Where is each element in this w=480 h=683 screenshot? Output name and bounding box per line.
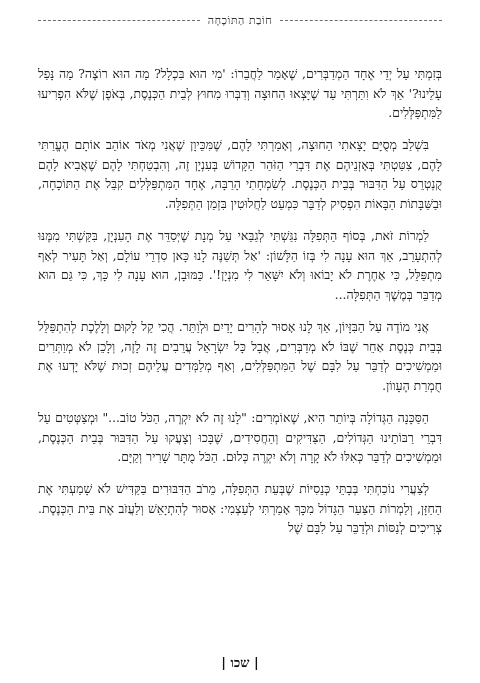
paragraph: הַסַּכָּנָה הַגְּדוֹלָה בְּיוֹתֵר הִיא, שֶׁאוֹמְרִים: "לָנוּ זֶה לֹא יִקְרֶה, הַכֹּל טוֹב..." וּמְצַטְּטִים עַל דִּבְרֵי רַבּוֹתֵינוּ הַגְּדוֹלִים, הַצַּדִּיקִים וְהַחֲסִידִים, שֶׁבָּכוּ וְצָעֲקוּ עַל הַדִּבּוּר בְּבֵית הַכְּנֶסֶת, וּמַמְשִׁיכִים לְדַבֵּר כְּאִלּוּ לֹא קָרָה וְלֹא יִקְרֶה כְּלוּם. הַכֹּל מֻתָּר שָׁרִיר וְקַיָּם.: [38, 409, 442, 465]
page-number: | שכו |: [221, 656, 259, 671]
paragraph: לַמְרוֹת זֹאת, בְּסוֹף הַתְּפִלָּה נִגַּשְׁתִּי לְגַבַּאי עַל מְנָת שֶׁיְּסַדֵּר אֶת הָעִנְיָן, בִּקַּשְׁתִּי מִמֶּנּוּ לְהִתְעָרֵב, אַךְ הוּא עָנָה לִי בְּזוֹ הַלָּשׁוֹן: 'אַל תְּשַׁנֶּה לָנוּ כָּאן סִדְרֵי עוֹלָם, וְאַל תָּעִיר לְאַף מִתְפַּלֵּל, כִּי אַחֶרֶת לֹא יָבוֹאוּ וְלֹא יִשָּׁאֵר לִי מִנְיָן!'. כַּמּוּבָן, הוּא עָנָה לִי כָּךְ, כִּי גַּם הוּא מְדַבֵּר בְּמֶשֶׁךְ הַתְּפִלָּה...: [38, 228, 442, 302]
paragraph: בִּשְׁלַב מְסֻיָּם יָצָאתִי הַחוּצָה, וְאָמַרְתִּי לָהֶם, שֶׁמִּכֵּיוָן שֶׁאֲנִי מְאֹד אוֹהֵב אוֹתָם הֶעֱרַתִּי לָהֶם, צִטַּטְתִּי בְּאָזְנֵיהֶם אֶת דִּבְרֵי הַזֹּהַר הַקָּדוֹשׁ בְּעִנְיָן זֶה, וְהִבְטַחְתִּי לָהֶם שֶׁאֲבִיא לָהֶם קֻנְטְרֵס עַל הַדִּבּוּר בְּבֵית הַכְּנֶסֶת. לְשִׂמְחָתִי הָרַבָּה, אֶחָד הַמִּתְפַּלְּלִים קִבֵּל אֶת הַתּוֹכָחָה, וּבַשַּׁבָּתוֹת הַבָּאוֹת הִפְסִיק לְדַבֵּר כִּמְעַט לַחֲלוּטִין בִּזְמַן הַתְּפִלָּה.: [38, 137, 442, 212]
running-header-title: חוֹבַת הַתּוֹכָחָה: [207, 14, 273, 27]
paragraph: אֲנִי מוֹדֶה עַל הַבִּזָּיוֹן, אַךְ לָנוּ אָסוּר לְהָרִים יָדַיִם וּלְוַתֵּר. הֲכִי קַל לָקוּם וְלָלֶכֶת לְהִתְפַּלֵּל בְּבֵית כְּנֶסֶת אַחֵר שֶׁבּוֹ לֹא מְדַבְּרִים, אֲבָל כָּל יִשְׂרָאֵל עֲרֵבִים זֶה לָזֶה, וְלָכֵן לֹא מְוַתְּרִים וּמַמְשִׁיכִים לְדַבֵּר עַל לִבָּם שֶׁל הַמִּתְפַּלְּלִים, וְאַף מְלַמְּדִים עֲלֵיהֶם זְכוּת שֶׁלֹּא יָדְעוּ אֶת חֻמְרַת הֶעָווֹן.: [38, 319, 442, 393]
header-rule-right: [280, 20, 442, 21]
paragraph: בְּזִמְתִּי עַל יְדֵי אֶחָד הַמְדַבְּרִים, שֶׁאָמַר לַחֲבֵרוֹ: 'מִי הוּא בִּכְלָל? מַה הוּא רוֹצֶה? מַה נָּפַל עָלֵינוּ?' אַךְ לֹא וִתַּרְתִּי עַד שֶׁיָּצְאוּ הַחוּצָה וְדִבְּרוּ מִחוּץ לְבֵית הַכְּנֶסֶת, בְּאֹפֶן שֶׁלֹּא הִפְרִיעוּ לַמִּתְפַּלְּלִים.: [38, 66, 442, 121]
running-header: [38, 14, 442, 27]
paragraph: לְצַעֲרִי נוֹכַחְתִּי בְּבָתֵּי כְּנֵסִיּוֹת שֶׁבְּעֵת הַתְּפִלָּה, מֵרֹב הַדִּבּוּרִים בַּקַּדִּישׁ לֹא שָׁמַעְתִּי אֶת הַחַזָּן, וְלַמְרוֹת הַצַּעַר הַגָּדוֹל מִכָּךְ אָמַרְתִּי לְעַצְמִי: אָסוּר לְהִתְיָאֵשׁ וְלַעֲזֹב אֶת בֵּית הַכְּנֶסֶת. צְרִיכִים לְנַסּוֹת וּלְדַבֵּר עַל לִבָּם שֶׁל: [38, 481, 442, 536]
body-text: [38, 64, 442, 550]
header-rule-left: [38, 20, 200, 21]
